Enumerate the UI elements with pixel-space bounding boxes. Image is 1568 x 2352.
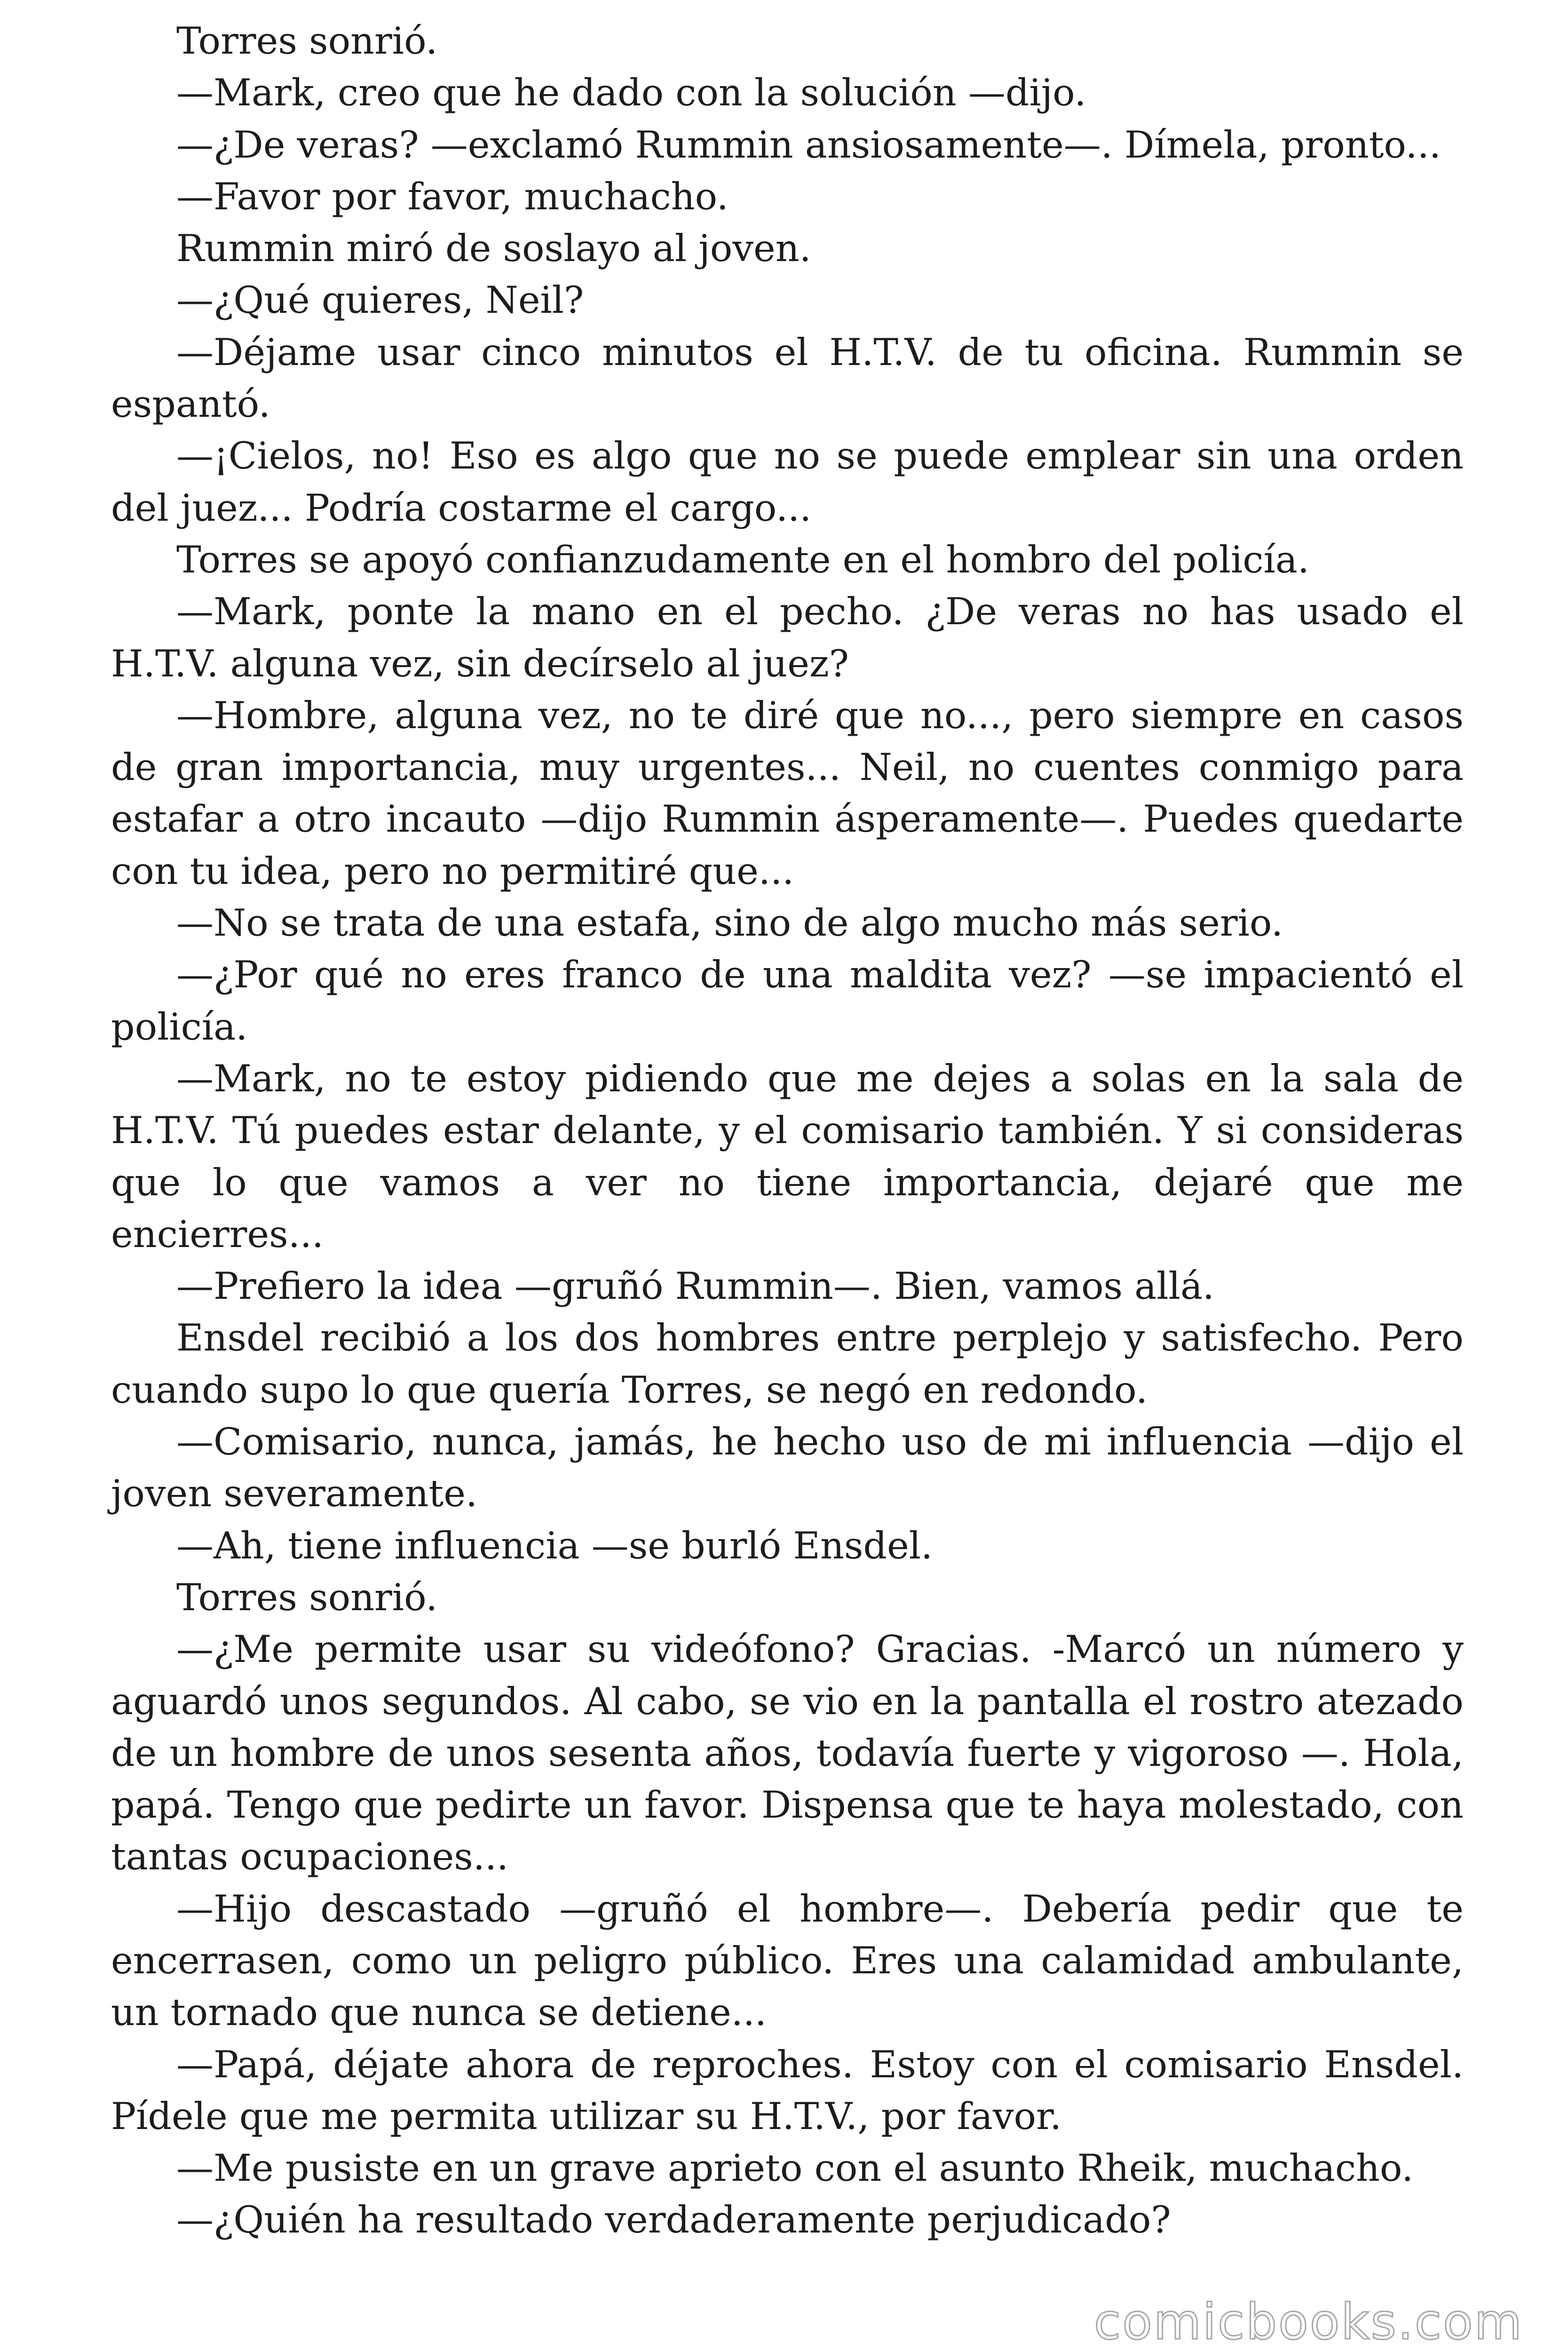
paragraph: —Mark, no te estoy pidiendo que me dejes a solas en la sala de H.T.V. Tú puedes estar delante, y el comisario también. Y si consideras que lo que vamos a ver no tiene importancia, dejaré que me encierres... — [111, 1057, 1464, 1256]
paragraph: Torres sonrió. — [176, 1575, 438, 1619]
paragraph: —Hombre, alguna vez, no te diré que no..., pero siempre en casos de gran importancia, muy urgentes... Neil, no cuentes conmigo para estafar a otro incauto —dijo Rummin ásperamente—. Puedes quedarte con tu idea, pero no permitiré que... — [111, 693, 1464, 893]
paragraph: —Me pusiste en un grave aprieto con el asunto Rheik, muchacho. — [176, 2146, 1414, 2190]
paragraph: —Papá, déjate ahora de reproches. Estoy con el comisario Ensdel. Pídele que me permita utilizar su H.T.V., por favor. — [111, 2042, 1464, 2138]
paragraph: Torres se apoyó confianzudamente en el hombro del policía. — [176, 538, 1309, 581]
paragraph: —¿Quién ha resultado verdaderamente perjudicado? — [176, 2198, 1171, 2242]
paragraph: —Prefiero la idea —gruñó Rummin—. Bien, vamos allá. — [176, 1264, 1215, 1308]
paragraph: —¿Me permite usar su videófono? Gracias. -Marcó un número y aguardó unos segundos. Al cabo, se vio en la pantalla el rostro atezado de un hombre de unos sesenta años, todavía fuerte y vigoroso —. Hola, papá. Tengo que pedirte un favor. Dispensa que te haya molestado, con tantas ocupaciones... — [111, 1628, 1464, 1879]
watermark: comicbooks.com — [1093, 2293, 1523, 2351]
paragraph: —¿De veras? —exclamó Rummin ansiosamente—. Dímela, pronto... — [176, 123, 1441, 167]
paragraph: —¿Qué quieres, Neil? — [176, 278, 584, 322]
paragraph: —Favor por favor, muchacho. — [176, 175, 729, 218]
paragraph: —Mark, creo que he dado con la solución —dijo. — [176, 71, 1086, 115]
paragraph: —Ah, tiene influencia —se burló Ensdel. — [176, 1524, 933, 1567]
paragraph: —Déjame usar cinco minutos el H.T.V. de tu oficina. Rummin se espantó. — [111, 330, 1464, 426]
paragraph: —¿Por qué no eres franco de una maldita vez? —se impacientó el policía. — [111, 953, 1464, 1049]
paragraph: Ensdel recibió a los dos hombres entre perplejo y satisfecho. Pero cuando supo lo que quería Torres, se negó en redondo. — [111, 1316, 1464, 1412]
paragraph: Torres sonrió. — [176, 19, 438, 63]
paragraph: —Mark, ponte la mano en el pecho. ¿De veras no has usado el H.T.V. alguna vez, sin decírselo al juez? — [111, 590, 1464, 685]
paragraph: —Hijo descastado —gruñó el hombre—. Debería pedir que te encerrasen, como un peligro público. Eres una calamidad ambulante, un tornado que nunca se detiene... — [111, 1887, 1464, 2034]
paragraph: —No se trata de una estafa, sino de algo mucho más serio. — [176, 901, 1283, 945]
book-page — [111, 15, 1464, 2246]
paragraph: —Comisario, nunca, jamás, he hecho uso de mi influencia —dijo el joven severamente. — [111, 1420, 1464, 1516]
paragraph: Rummin miró de soslayo al joven. — [176, 227, 811, 270]
paragraph: —¡Cielos, no! Eso es algo que no se puede emplear sin una orden del juez... Podría costarme el cargo... — [111, 434, 1464, 530]
